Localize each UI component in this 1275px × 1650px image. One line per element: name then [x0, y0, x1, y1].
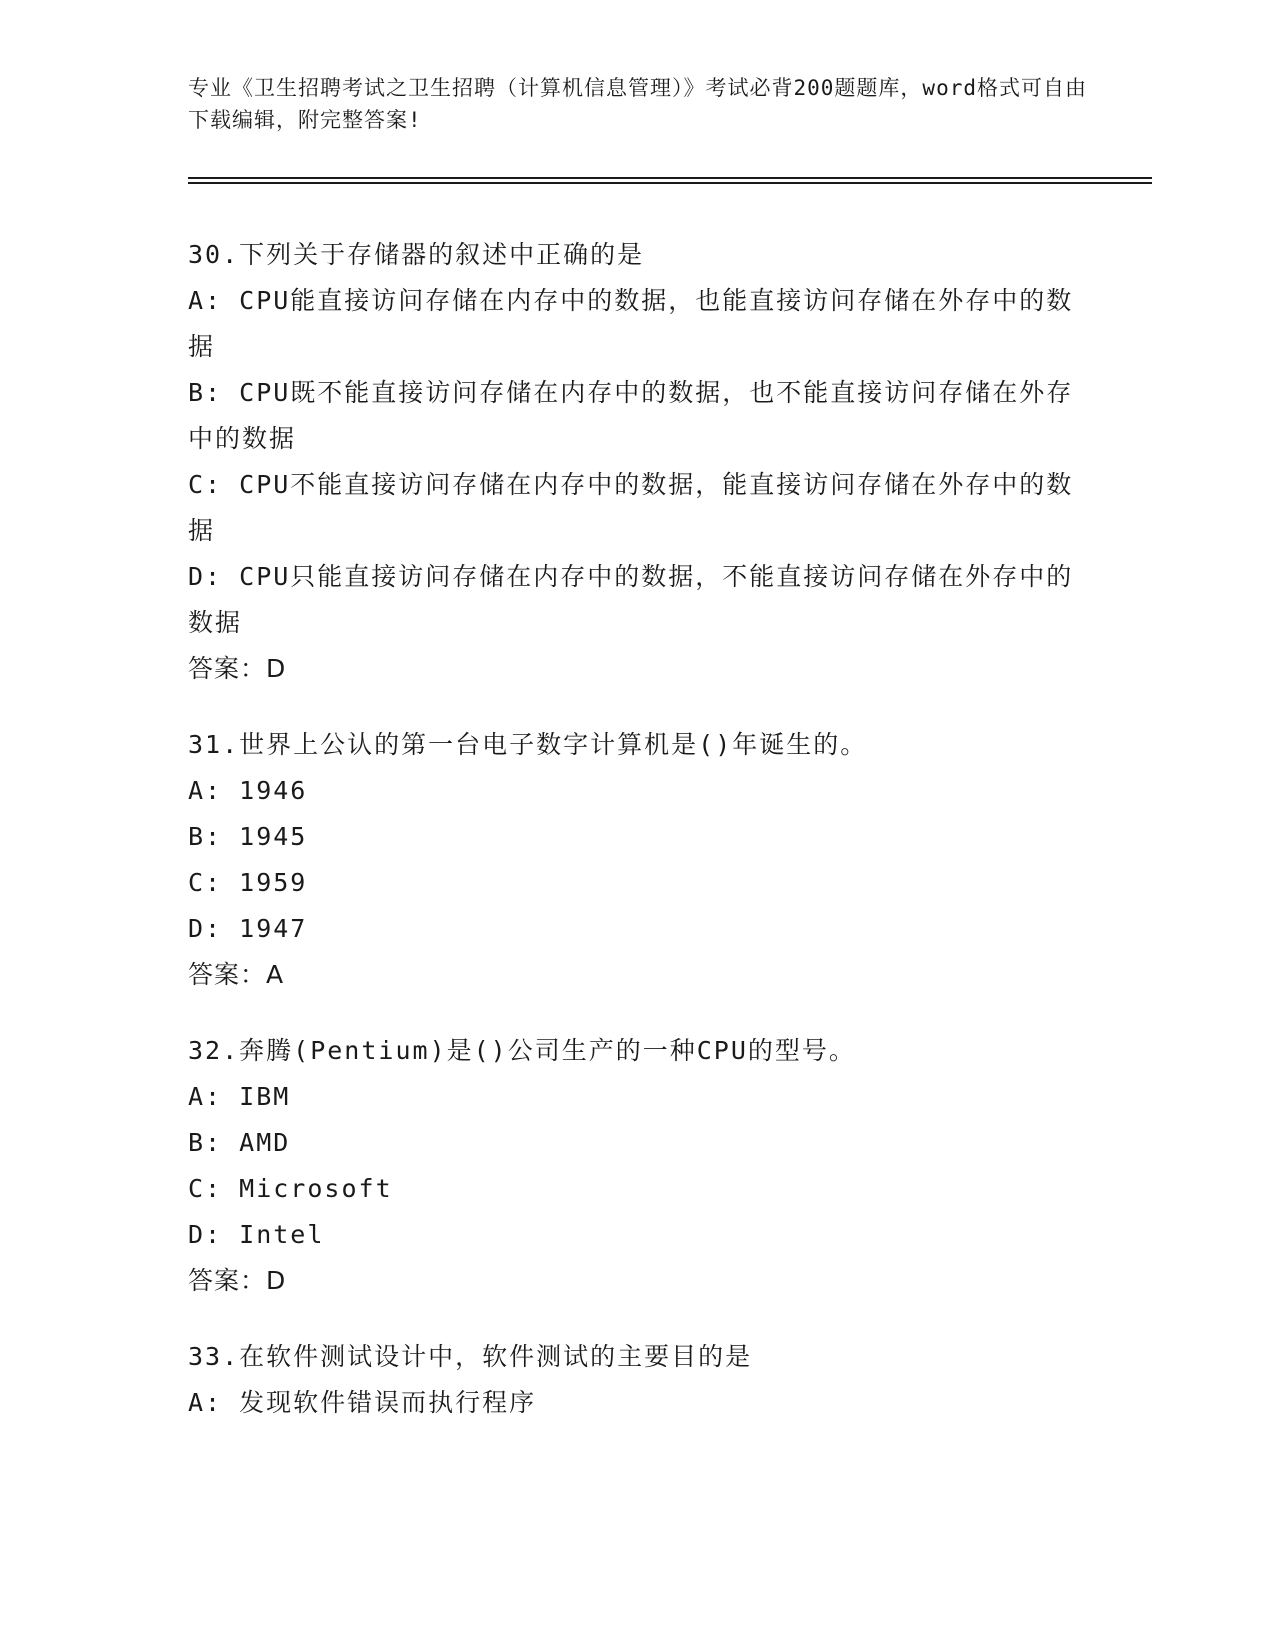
question-32 [188, 1028, 1088, 1304]
question-stem: 30.下列关于存储器的叙述中正确的是 [188, 240, 645, 269]
option-c: C: Microsoft [188, 1174, 393, 1203]
question-stem: 32.奔腾(Pentium)是()公司生产的一种CPU的型号。 [188, 1036, 856, 1065]
option-a: A: IBM [188, 1082, 291, 1111]
document-header: 专业《卫生招聘考试之卫生招聘（计算机信息管理）》考试必背200题题库，word格式可自由下载编辑，附完整答案! [188, 76, 1087, 132]
option-b: B: AMD [188, 1128, 291, 1157]
option-d: D: 1947 [188, 914, 308, 943]
question-stem: 31.世界上公认的第一台电子数字计算机是()年诞生的。 [188, 730, 868, 759]
option-d: D: Intel [188, 1220, 325, 1249]
question-30 [188, 232, 1088, 692]
option-c: C: 1959 [188, 868, 308, 897]
answer: 答案：D [188, 654, 287, 683]
option-c: C: CPU不能直接访问存储在内存中的数据，能直接访问存储在外存中的数据 [188, 470, 1074, 545]
header-rule-top [188, 177, 1152, 179]
option-a: A: 1946 [188, 776, 308, 805]
option-b: B: 1945 [188, 822, 308, 851]
option-d: D: CPU只能直接访问存储在内存中的数据，不能直接访问存储在外存中的数据 [188, 562, 1074, 637]
option-a: A: CPU能直接访问存储在内存中的数据，也能直接访问存储在外存中的数据 [188, 286, 1074, 361]
option-a: A: 发现软件错误而执行程序 [188, 1388, 537, 1417]
answer: 答案：A [188, 960, 285, 989]
answer: 答案：D [188, 1266, 287, 1295]
option-b: B: CPU既不能直接访问存储在内存中的数据，也不能直接访问存储在外存中的数据 [188, 378, 1074, 453]
question-list [188, 232, 1088, 1456]
question-33 [188, 1334, 1088, 1426]
question-stem: 33.在软件测试设计中，软件测试的主要目的是 [188, 1342, 753, 1371]
header-rule-bottom [188, 182, 1152, 184]
question-31 [188, 722, 1088, 998]
